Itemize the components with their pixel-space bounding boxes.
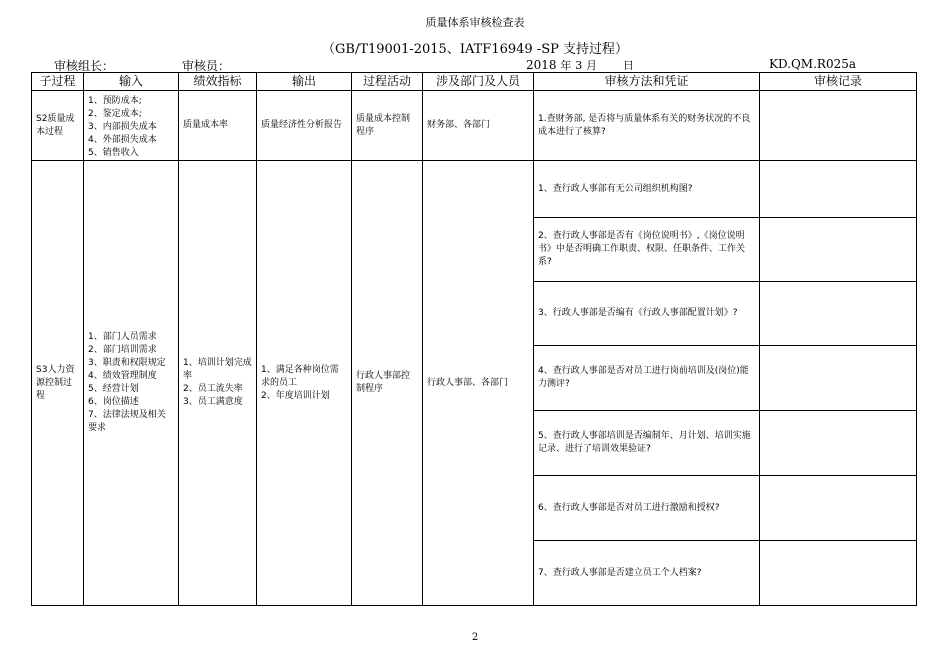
input-item: 4、外部损失成本 — [88, 134, 157, 145]
table-row — [32, 161, 917, 218]
document-subtitle: （GB/T19001-2015、IATF16949 -SP 支持过程） — [322, 42, 628, 57]
input-item: 2、部门培训需求 — [88, 345, 157, 355]
input-item: 4、绩效管理制度 — [88, 371, 157, 381]
subprocess-cell: S3人力资源控制过程 — [32, 161, 84, 606]
method-cell: 1.查财务部, 是否将与质量体系有关的财务状况的不良成本进行了核算? — [534, 91, 760, 161]
kpi-item: 质量成本率 — [183, 120, 229, 130]
output-item: 质量经济性分析报告 — [261, 120, 343, 130]
outputs-cell — [257, 91, 352, 161]
document-title: 质量体系审核检查表 — [425, 16, 525, 29]
subprocess-cell: S2质量成本过程 — [32, 91, 84, 161]
audit-record-cell[interactable] — [760, 346, 917, 411]
audit-record-cell[interactable] — [760, 411, 917, 476]
method-cell: 5、查行政人事部培训是否编制年、月计划、培训实施记录、进行了培训效果验证? — [534, 411, 760, 476]
kpi-cell — [179, 161, 257, 606]
date-month: 3 — [575, 59, 583, 72]
audit-date — [526, 57, 634, 73]
date-day-char: 日 — [622, 59, 634, 72]
kpi-item: 1、培训计划完成率 — [183, 358, 252, 381]
col-header-activity: 过程活动 — [352, 73, 423, 91]
input-item: 5、销售收入 — [88, 147, 139, 158]
date-month-char: 月 — [586, 59, 598, 72]
method-cell: 2、查行政人事部是否有《岗位说明书》,《岗位说明书》中是否明确工作职责、权限、任职条件、工作关系? — [534, 218, 760, 282]
input-item: 3、职责和权限规定 — [88, 358, 166, 368]
inputs-cell — [84, 161, 179, 606]
method-cell: 3、行政人事部是否编有《行政人事部配置计划》? — [534, 282, 760, 346]
audit-record-cell[interactable] — [760, 91, 917, 161]
input-item: 5、经营计划 — [88, 384, 139, 394]
output-item: 2、年度培训计划 — [261, 390, 330, 401]
col-header-subprocess: 子过程 — [32, 73, 84, 91]
method-cell: 4、查行政人事部是否对员工进行岗前培训及(岗位)能力测评? — [534, 346, 760, 411]
col-header-departments: 涉及部门及人员 — [423, 73, 534, 91]
audit-record-cell[interactable] — [760, 541, 917, 606]
outputs-cell — [257, 161, 352, 606]
col-header-kpi: 绩效指标 — [179, 73, 257, 91]
output-item: 1、满足各种岗位需求的员工 — [261, 364, 339, 388]
audit-record-cell[interactable] — [760, 218, 917, 282]
input-item: 1、预防成本; — [88, 95, 142, 106]
col-header-input: 输入 — [84, 73, 179, 91]
col-header-methods: 审核方法和凭证 — [534, 73, 760, 91]
date-year-char: 年 — [560, 59, 572, 72]
kpi-cell — [179, 91, 257, 161]
date-year: 2018 — [526, 58, 557, 72]
audit-leader-label: 审核组长： — [54, 59, 115, 73]
page-number: 2 — [471, 632, 479, 643]
method-cell: 6、查行政人事部是否对员工进行激励和授权? — [534, 476, 760, 541]
kpi-item: 2、员工流失率 — [183, 384, 243, 394]
audit-record-cell[interactable] — [760, 476, 917, 541]
table-header-row — [32, 73, 917, 91]
audit-record-cell[interactable] — [760, 282, 917, 346]
input-item: 3、内部损失成本 — [88, 121, 157, 132]
input-item: 1、部门人员需求 — [88, 332, 157, 342]
method-cell: 1、查行政人事部有无公司组织机构图? — [534, 161, 760, 218]
method-cell: 7、查行政人事部是否建立员工个人档案? — [534, 541, 760, 606]
audit-checklist-table — [31, 72, 917, 606]
departments-cell: 行政人事部、各部门 — [423, 161, 534, 606]
departments-cell: 财务部、各部门 — [423, 91, 534, 161]
input-item: 2、鉴定成本; — [88, 108, 142, 119]
activity-cell: 行政人事部控制程序 — [352, 161, 423, 606]
auditor-label: 审核员： — [182, 59, 231, 73]
input-item: 6、岗位描述 — [88, 397, 139, 407]
table-row — [32, 91, 917, 161]
activity-cell: 质量成本控制程序 — [352, 91, 423, 161]
col-header-records: 审核记录 — [760, 73, 917, 91]
document-code: KD.QM.R025a — [769, 57, 857, 71]
col-header-output: 输出 — [257, 73, 352, 91]
kpi-item: 3、员工满意度 — [183, 397, 243, 407]
input-item: 7、法律法规及相关要求 — [88, 410, 166, 433]
inputs-cell — [84, 91, 179, 161]
audit-record-cell[interactable] — [760, 161, 917, 218]
